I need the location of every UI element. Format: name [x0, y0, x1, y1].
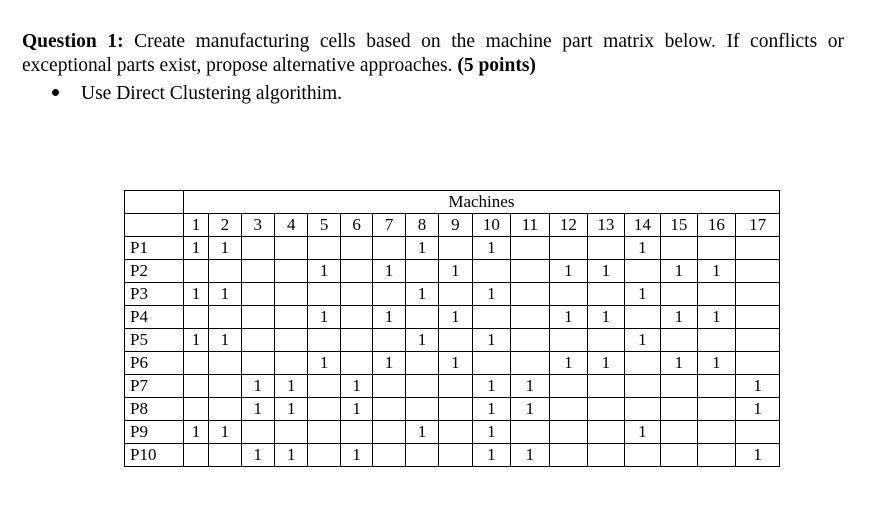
matrix-cell	[588, 398, 624, 421]
matrix-cell: 1	[373, 306, 405, 329]
matrix-cell: 1	[624, 329, 660, 352]
matrix-cell	[308, 444, 340, 467]
matrix-cell	[209, 352, 241, 375]
matrix-cell	[209, 444, 241, 467]
matrix-cell	[209, 306, 241, 329]
matrix-cell	[624, 306, 660, 329]
machine-header-3: 3	[241, 214, 274, 237]
table-row	[125, 329, 780, 352]
matrix-cell	[736, 352, 780, 375]
matrix-cell: 1	[274, 398, 307, 421]
matrix-cell: 1	[340, 398, 372, 421]
matrix-cell: 1	[373, 352, 405, 375]
table-row	[125, 444, 780, 467]
matrix-cell	[439, 421, 472, 444]
machine-header-6: 6	[340, 214, 372, 237]
matrix-cell	[274, 237, 307, 260]
matrix-cell	[308, 283, 340, 306]
matrix-cell	[511, 306, 550, 329]
matrix-cell	[549, 444, 588, 467]
matrix-cell	[405, 398, 438, 421]
matrix-cell: 1	[472, 375, 511, 398]
matrix-cell	[549, 237, 588, 260]
table-row	[125, 421, 780, 444]
machine-header-2: 2	[209, 214, 241, 237]
machine-header-16: 16	[697, 214, 736, 237]
matrix-cell	[274, 421, 307, 444]
matrix-cell	[472, 260, 511, 283]
matrix-cell: 1	[405, 329, 438, 352]
matrix-cell	[661, 444, 697, 467]
part-label: P9	[125, 421, 184, 444]
matrix-cell: 1	[511, 444, 550, 467]
matrix-cell: 1	[183, 237, 208, 260]
matrix-cell: 1	[661, 352, 697, 375]
part-label: P3	[125, 283, 184, 306]
matrix-cell	[340, 260, 372, 283]
matrix-cell	[340, 237, 372, 260]
matrix-cell: 1	[472, 444, 511, 467]
table-row	[125, 306, 780, 329]
matrix-cell	[697, 329, 736, 352]
matrix-cell: 1	[308, 306, 340, 329]
matrix-cell: 1	[274, 444, 307, 467]
matrix-cell: 1	[439, 352, 472, 375]
matrix-cell: 1	[405, 421, 438, 444]
matrix-cell	[588, 283, 624, 306]
matrix-cell: 1	[209, 329, 241, 352]
matrix-cell: 1	[549, 306, 588, 329]
matrix-cell	[439, 283, 472, 306]
matrix-cell	[373, 283, 405, 306]
machine-header-12: 12	[549, 214, 588, 237]
matrix-cell	[697, 375, 736, 398]
matrix-cell	[183, 260, 208, 283]
matrix-cell: 1	[340, 444, 372, 467]
table-row	[125, 352, 780, 375]
matrix-cell	[624, 260, 660, 283]
matrix-cell	[405, 375, 438, 398]
matrix-cell	[405, 260, 438, 283]
matrix-cell	[736, 260, 780, 283]
matrix-cell	[183, 352, 208, 375]
matrix-cell: 1	[439, 260, 472, 283]
table-row	[125, 237, 780, 260]
matrix-cell	[588, 375, 624, 398]
machine-header-15: 15	[661, 214, 697, 237]
matrix-cell	[274, 260, 307, 283]
matrix-cell	[624, 375, 660, 398]
matrix-cell: 1	[308, 260, 340, 283]
matrix-cell: 1	[183, 421, 208, 444]
matrix-cell: 1	[511, 398, 550, 421]
matrix-cell	[697, 398, 736, 421]
matrix-cell	[405, 352, 438, 375]
matrix-cell	[549, 398, 588, 421]
matrix-cell: 1	[439, 306, 472, 329]
matrix-cell	[472, 306, 511, 329]
matrix-cell	[549, 329, 588, 352]
matrix-cell	[274, 306, 307, 329]
part-label: P6	[125, 352, 184, 375]
matrix-cell	[588, 329, 624, 352]
matrix-cell	[241, 329, 274, 352]
matrix-cell: 1	[308, 352, 340, 375]
matrix-cell: 1	[624, 283, 660, 306]
matrix-cell	[439, 329, 472, 352]
matrix-cell	[340, 421, 372, 444]
machine-header-9: 9	[439, 214, 472, 237]
matrix-cell	[661, 421, 697, 444]
matrix-cell	[373, 375, 405, 398]
matrix-cell	[439, 398, 472, 421]
machine-header-14: 14	[624, 214, 660, 237]
part-label: P10	[125, 444, 184, 467]
matrix-cell	[340, 283, 372, 306]
question-body: Create manufacturing cells based on the machine part matrix below. If conflicts or exceptional parts exist, propose alternative approaches.	[22, 31, 845, 76]
matrix-cell	[308, 329, 340, 352]
matrix-cell	[308, 398, 340, 421]
matrix-cell	[405, 306, 438, 329]
matrix-cell	[736, 329, 780, 352]
machine-header-17: 17	[736, 214, 780, 237]
matrix-cell	[736, 237, 780, 260]
machine-part-matrix	[124, 190, 780, 467]
matrix-cell	[340, 329, 372, 352]
bullet-icon	[52, 89, 59, 96]
matrix-corner-cell	[125, 191, 184, 214]
header-blank-cell	[125, 214, 184, 237]
matrix-cell: 1	[472, 237, 511, 260]
part-label: P7	[125, 375, 184, 398]
matrix-cell	[661, 398, 697, 421]
matrix-cell	[624, 398, 660, 421]
matrix-cell: 1	[472, 283, 511, 306]
matrix-cell	[511, 260, 550, 283]
machine-header-8: 8	[405, 214, 438, 237]
part-label: P5	[125, 329, 184, 352]
matrix-cell	[183, 398, 208, 421]
matrix-cell: 1	[241, 398, 274, 421]
matrix-cell	[697, 421, 736, 444]
machines-title: Machines	[183, 191, 779, 214]
machine-header-13: 13	[588, 214, 624, 237]
matrix-cell	[511, 237, 550, 260]
matrix-cell: 1	[511, 375, 550, 398]
bullet-item	[52, 82, 342, 106]
matrix-cell	[736, 283, 780, 306]
machine-header-row	[125, 214, 780, 237]
matrix-cell: 1	[588, 352, 624, 375]
matrix-cell	[661, 375, 697, 398]
matrix-cell	[624, 352, 660, 375]
matrix-cell	[183, 375, 208, 398]
matrix-cell	[624, 444, 660, 467]
matrix-cell	[274, 283, 307, 306]
matrix-cell: 1	[472, 398, 511, 421]
matrix-cell: 1	[588, 260, 624, 283]
matrix-cell	[241, 352, 274, 375]
machine-header-10: 10	[472, 214, 511, 237]
matrix-cell: 1	[697, 260, 736, 283]
matrix-cell: 1	[183, 283, 208, 306]
part-label: P2	[125, 260, 184, 283]
matrix-cell	[373, 329, 405, 352]
matrix-cell: 1	[624, 237, 660, 260]
matrix-cell	[308, 375, 340, 398]
matrix-cell	[241, 283, 274, 306]
matrix-cell	[274, 352, 307, 375]
matrix-cell	[241, 306, 274, 329]
matrix-cell: 1	[472, 421, 511, 444]
matrix-cell	[511, 283, 550, 306]
matrix-cell: 1	[274, 375, 307, 398]
machine-header-7: 7	[373, 214, 405, 237]
table-row	[125, 398, 780, 421]
matrix-cell	[661, 283, 697, 306]
matrix-cell	[472, 352, 511, 375]
matrix-cell	[549, 421, 588, 444]
matrix-cell	[588, 444, 624, 467]
matrix-cell	[511, 352, 550, 375]
matrix-cell	[511, 329, 550, 352]
matrix-cell	[661, 329, 697, 352]
bullet-text: Use Direct Clustering algorithim.	[81, 83, 343, 104]
matrix-cell	[274, 329, 307, 352]
matrix-cell	[241, 237, 274, 260]
question-label: Question 1:	[22, 31, 124, 52]
matrix-cell	[340, 352, 372, 375]
matrix-cell	[373, 444, 405, 467]
matrix-cell	[373, 398, 405, 421]
matrix-cell: 1	[588, 306, 624, 329]
matrix-cell: 1	[241, 444, 274, 467]
matrix-cell	[661, 237, 697, 260]
matrix-cell	[340, 306, 372, 329]
matrix-cell	[373, 421, 405, 444]
matrix-cell	[308, 421, 340, 444]
matrix-cell	[308, 237, 340, 260]
matrix-cell	[209, 260, 241, 283]
matrix-cell	[697, 237, 736, 260]
matrix-cell: 1	[697, 306, 736, 329]
matrix-cell: 1	[209, 283, 241, 306]
table-row	[125, 283, 780, 306]
matrix-cell	[588, 237, 624, 260]
matrix-cell	[209, 398, 241, 421]
matrix-cell	[183, 444, 208, 467]
matrix-cell	[511, 421, 550, 444]
matrix-cell: 1	[549, 260, 588, 283]
matrix-cell: 1	[472, 329, 511, 352]
matrix-cell: 1	[549, 352, 588, 375]
matrix-cell: 1	[405, 283, 438, 306]
matrix-cell: 1	[736, 375, 780, 398]
matrix-cell: 1	[209, 237, 241, 260]
matrix-cell: 1	[405, 237, 438, 260]
matrix-cell: 1	[736, 398, 780, 421]
machine-header-5: 5	[308, 214, 340, 237]
matrix-cell: 1	[736, 444, 780, 467]
machine-header-1: 1	[183, 214, 208, 237]
matrix-cell	[549, 375, 588, 398]
matrix-cell	[736, 421, 780, 444]
matrix-cell: 1	[209, 421, 241, 444]
part-label: P4	[125, 306, 184, 329]
matrix-cell	[549, 283, 588, 306]
matrix-cell	[405, 444, 438, 467]
matrix-cell: 1	[340, 375, 372, 398]
matrix-title-row	[125, 191, 780, 214]
matrix-cell: 1	[241, 375, 274, 398]
matrix-cell: 1	[661, 260, 697, 283]
matrix-cell: 1	[183, 329, 208, 352]
machine-header-4: 4	[274, 214, 307, 237]
matrix-cell	[439, 375, 472, 398]
matrix-cell	[241, 421, 274, 444]
matrix-cell	[697, 283, 736, 306]
matrix-cell	[183, 306, 208, 329]
matrix-cell	[241, 260, 274, 283]
matrix-cell	[439, 444, 472, 467]
matrix-cell	[209, 375, 241, 398]
question-points: (5 points)	[457, 55, 536, 76]
part-label: P8	[125, 398, 184, 421]
machine-header-11: 11	[511, 214, 550, 237]
matrix-cell	[439, 237, 472, 260]
matrix-cell: 1	[697, 352, 736, 375]
table-row	[125, 260, 780, 283]
matrix-cell	[373, 237, 405, 260]
matrix-cell	[736, 306, 780, 329]
question-text	[22, 30, 844, 78]
table-row	[125, 375, 780, 398]
matrix-cell: 1	[373, 260, 405, 283]
matrix-cell: 1	[624, 421, 660, 444]
matrix-cell	[588, 421, 624, 444]
matrix-cell: 1	[661, 306, 697, 329]
part-label: P1	[125, 237, 184, 260]
matrix-cell	[697, 444, 736, 467]
